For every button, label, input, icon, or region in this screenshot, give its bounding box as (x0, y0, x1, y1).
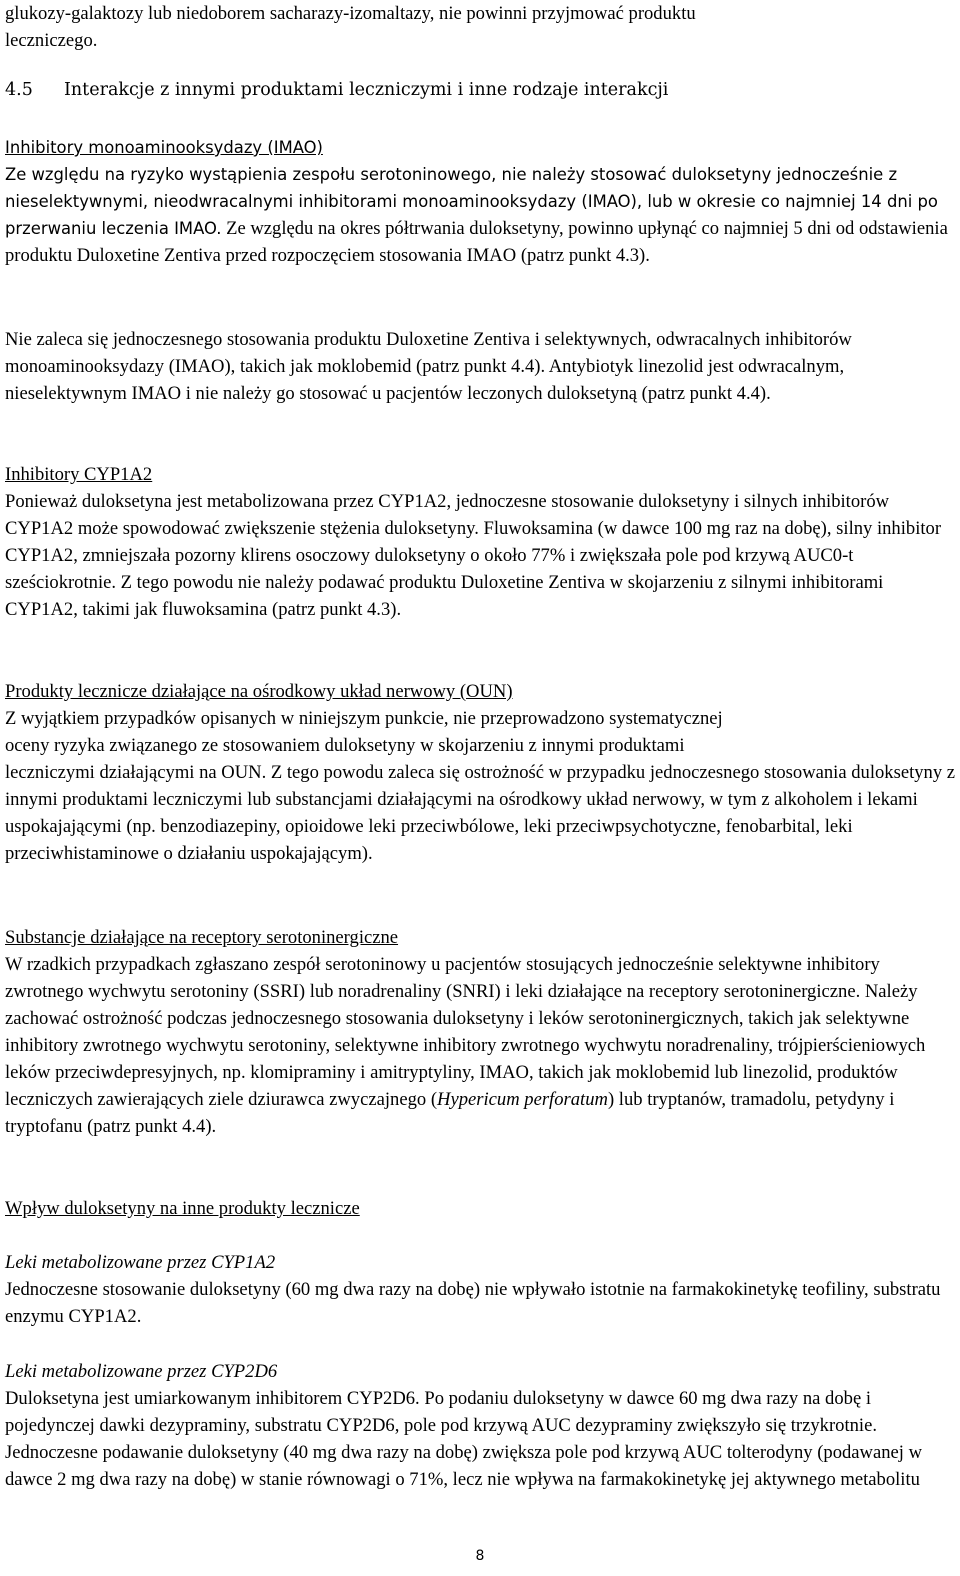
cyp1a2-block (5, 461, 957, 623)
imao-paragraph-1 (5, 161, 957, 269)
page-number: 8 (475, 1548, 485, 1564)
imao-p1-part2: Ze względu na okres półtrwania duloksetyny, powinno upłynąć co najmniej 5 dni od odstawienia produktu Duloxetine Zentiva przed rozpoczęciem stosowania IMAO (patrz punkt 4.3). (5, 218, 948, 266)
cyp1a2-metab-heading: Leki metabolizowane przez CYP1A2 (5, 1252, 276, 1273)
serotonin-paragraph (5, 951, 957, 1140)
serotonin-heading: Substancje działające na receptory serotoninergiczne (5, 927, 399, 948)
cyp1a2-metab-block (5, 1249, 957, 1330)
imao-p1-part1: Ze względu na ryzyko wystąpienia zespołu serotoninowego, nie należy stosować duloksetyny jednocześnie z nieselektywnymi, nieodwracalnymi inhibitorami monoaminooksydazy (IMAO), lub w okresie co najmniej 14 dni po przerwaniu leczenia IMAO. (5, 165, 938, 238)
other-products-heading: Wpływ duloksetyny na inne produkty lecznicze (5, 1198, 360, 1219)
oun-line-2: oceny ryzyka związanego ze stosowaniem duloksetyny w skojarzeniu z innymi produktami (5, 735, 685, 756)
intro-paragraph (5, 0, 957, 54)
oun-line-1: Z wyjątkiem przypadków opisanych w niniejszym punkcie, nie przeprowadzono systematycznej (5, 708, 723, 729)
cyp1a2-heading: Inhibitory CYP1A2 (5, 464, 153, 485)
cyp2d6-metab-heading: Leki metabolizowane przez CYP2D6 (5, 1361, 278, 1382)
other-products-block (5, 1195, 957, 1222)
imao-p2-text: Nie zaleca się jednoczesnego stosowania produktu Duloxetine Zentiva i selektywnych, odwracalnych inhibitorów monoaminooksydazy (IMAO), takich jak moklobemid (patrz punkt 4.4). Antybiotyk linezolid jest odwracalnym, nieselektywnym IMAO i nie należy go stosować u pacjentów leczonych duloksetyną (patrz punkt 4.4). (5, 329, 852, 404)
cyp1a2-paragraph: Ponieważ duloksetyna jest metabolizowana przez CYP1A2, jednoczesne stosowanie duloksetyny i silnych inhibitorów CYP1A2 może spowodować zwiększenie stężenia duloksetyny. Fluwoksamina (w dawce 100 mg raz na dobę), silny inhibitor CYP1A2, zmniejszała pozorny klirens osoczowy duloksetyny o około 77% i zwiększała pole pod krzywą AUC0-t sześciokrotnie. Z tego powodu nie należy podawać produktu Duloxetine Zentiva w skojarzeniu z silnymi inhibitorami CYP1A2, takimi jak fluwoksamina (patrz punkt 4.3). (5, 491, 942, 620)
oun-block (5, 678, 957, 867)
section-heading (5, 77, 957, 104)
serotonin-text-after: ) lub tryptanów, tramadolu, petydyny i tryptofanu (patrz punkt 4.4). (5, 1089, 895, 1137)
oun-paragraph-rest: leczniczymi działającymi na OUN. Z tego powodu zaleca się ostrożność w przypadku jednoczesnego stosowania duloksetyny z innymi produktami leczniczymi lub substancjami działającymi na ośrodkowy układ nerwowy, w tym z alkoholem i lekami uspokajającymi (np. benzodiazepiny, opioidowe leki przeciwbólowe, leki przeciwpsychotyczne, fenobarbital, leki przeciwhistaminowe o działaniu uspokajającym). (5, 762, 956, 864)
cyp1a2-metab-paragraph: Jednoczesne stosowanie duloksetyny (60 mg dwa razy na dobę) nie wpływało istotnie na farmakokinetykę teofiliny, substratu enzymu CYP1A2. (5, 1279, 941, 1327)
intro-line-1: glukozy-galaktozy lub niedoborem sacharazy-izomaltazy, nie powinni przyjmować produktu (5, 3, 696, 24)
oun-heading: Produkty lecznicze działające na ośrodkowy układ nerwowy (OUN) (5, 681, 513, 702)
section-title: Interakcje z innymi produktami leczniczymi i inne rodzaje interakcji (64, 80, 669, 100)
serotonin-latin-name: Hypericum perforatum (437, 1089, 608, 1110)
cyp2d6-metab-block (5, 1358, 957, 1493)
serotonin-text-before: W rzadkich przypadkach zgłaszano zespół serotoninowy u pacjentów stosujących jednocześnie selektywne inhibitory zwrotnego wychwytu serotoniny (SSRI) lub noradrenaliny (SNRI) i leki działające na receptory serotoninergiczne. Należy zachować ostrożność podczas jednoczesnego stosowania duloksetyny i leków serotoninergicznych, takich jak selektywne inhibitory zwrotnego wychwytu serotoniny, selektywne inhibitory zwrotnego wychwytu noradrenaliny, trójpierścieniowych leków przeciwdepresyjnych, np. klomipraminy i amitryptyliny, IMAO, takich jak moklobemid lub linezolid, produktów leczniczych zawierających ziele dziurawca zwyczajnego ( (5, 954, 926, 1110)
imao-heading: Inhibitory monoaminooksydazy (IMAO) (5, 138, 323, 157)
cyp2d6-metab-paragraph: Duloksetyna jest umiarkowanym inhibitorem CYP2D6. Po podaniu duloksetyny w dawce 60 mg dwa razy na dobę i pojedynczej dawki dezypraminy, substratu CYP2D6, pole pod krzywą AUC dezypraminy zwiększyło się trzykrotnie. Jednoczesne podawanie duloksetyny (40 mg dwa razy na dobę) zwiększa pole pod krzywą AUC tolterodyny (podawanej w dawce 2 mg dwa razy na dobę) w stanie równowagi o 71%, lecz nie wpływa na farmakokinetykę jej aktywnego metabolitu (5, 1388, 923, 1490)
section-number: 4.5 (5, 80, 33, 100)
imao-block (5, 134, 957, 269)
serotonin-block (5, 924, 957, 1140)
intro-line-2: leczniczego. (5, 30, 98, 51)
imao-paragraph-2 (5, 326, 957, 407)
